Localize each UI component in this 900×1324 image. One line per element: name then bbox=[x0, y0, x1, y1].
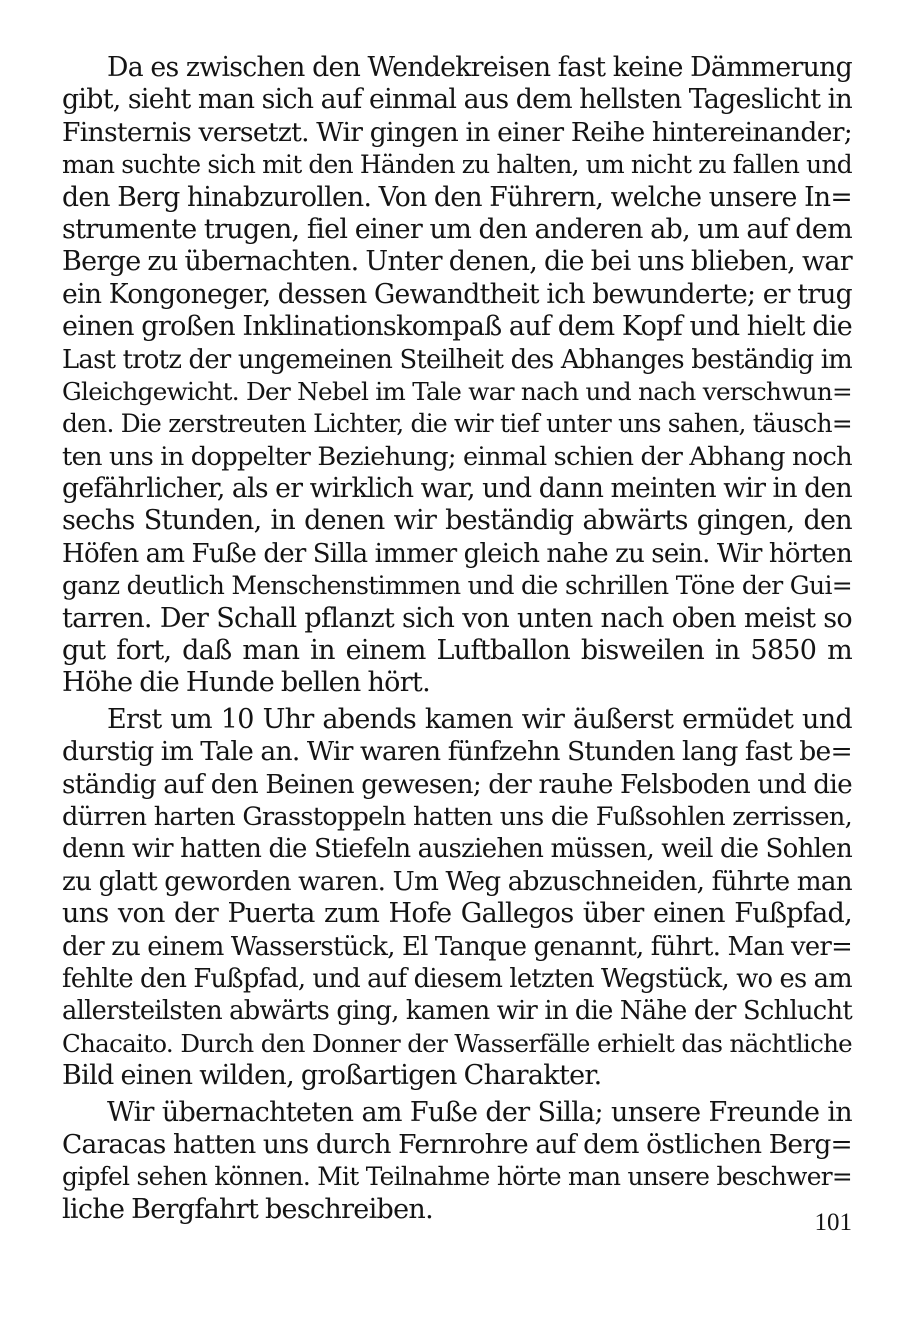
text-line: Caracas hatten uns durch Fernrohre auf dem östlichen Berg= bbox=[62, 1128, 852, 1160]
text-line: gefährlicher, als er wirklich war, und dann meinten wir in den bbox=[62, 473, 852, 505]
text-line: Finsternis versetzt. Wir gingen in einer Reihe hintereinander; bbox=[62, 116, 852, 148]
paragraph-2 bbox=[62, 704, 852, 1093]
text-line: Wir übernachteten am Fuße der Silla; unsere Freunde in bbox=[107, 1096, 852, 1128]
text-line: sechs Stunden, in denen wir beständig abwärts gingen, den bbox=[62, 505, 852, 537]
text-line: ganz deutlich Menschenstimmen und die schrillen Töne der Gui= bbox=[62, 571, 852, 601]
text-line: ein Kongoneger, dessen Gewandtheit ich bewunderte; er trug bbox=[62, 278, 852, 310]
paragraph-1 bbox=[62, 52, 852, 700]
text-line: gipfel sehen können. Mit Teilnahme hörte man unsere beschwer= bbox=[62, 1162, 852, 1192]
text-line: Höhe die Hunde bellen hört. bbox=[62, 667, 430, 699]
text-line: Chacaito. Durch den Donner der Wasserfälle erhielt das nächtliche bbox=[62, 1028, 852, 1058]
text-line: den Berg hinabzurollen. Von den Führern, welche unsere In= bbox=[62, 181, 852, 213]
text-line: Da es zwischen den Wendekreisen fast keine Dämmerung bbox=[107, 52, 852, 83]
text-line: Berge zu übernachten. Unter denen, die bei uns blieben, war bbox=[62, 246, 852, 278]
text-line: tarren. Der Schall pflanzt sich von unten nach oben meist so bbox=[62, 602, 852, 634]
text-line: uns von der Puerta zum Hofe Gallegos über einen Fußpfad, bbox=[62, 898, 852, 930]
text-line: fehlte den Fußpfad, und auf diesem letzten Wegstück, wo es am bbox=[62, 963, 852, 994]
text-line: Bild einen wilden, großartigen Charakter. bbox=[62, 1060, 602, 1092]
text-line: allersteilsten abwärts ging, kamen wir in die Nähe der Schlucht bbox=[62, 996, 852, 1027]
text-line: gibt, sieht man sich auf einmal aus dem hellsten Tageslicht in bbox=[62, 84, 852, 116]
text-line: man suchte sich mit den Händen zu halten, um nicht zu fallen und bbox=[62, 150, 852, 180]
text-line: ständig auf den Beinen gewesen; der rauhe Felsboden und die bbox=[62, 769, 852, 800]
text-line: denn wir hatten die Stiefeln ausziehen müssen, weil die Sohlen bbox=[62, 834, 852, 865]
page-number: 101 bbox=[814, 1209, 852, 1236]
book-page bbox=[62, 52, 852, 1252]
text-line: der zu einem Wasserstück, El Tanque genannt, führt. Man ver= bbox=[62, 931, 852, 962]
text-line: zu glatt geworden waren. Um Weg abzuschneiden, führte man bbox=[62, 866, 852, 897]
text-line: einen großen Inklinationskompaß auf dem Kopf und hielt die bbox=[62, 311, 852, 343]
text-line: Gleichgewicht. Der Nebel im Tale war nach und nach verschwun= bbox=[62, 376, 852, 406]
text-line: dürren harten Grasstoppeln hatten uns die Fußsohlen zerrissen, bbox=[62, 801, 852, 832]
text-line: durstig im Tale an. Wir waren fünfzehn Stunden lang fast be= bbox=[62, 736, 852, 768]
text-line: strumente trugen, fiel einer um den anderen ab, um auf dem bbox=[62, 213, 852, 245]
text-line: liche Bergfahrt beschreiben. bbox=[62, 1193, 433, 1225]
text-line: Erst um 10 Uhr abends kamen wir äußerst ermüdet und bbox=[107, 703, 852, 735]
paragraph-3 bbox=[62, 1097, 852, 1227]
text-line: den. Die zerstreuten Lichter, die wir tief unter uns sahen, täusch= bbox=[62, 409, 852, 439]
text-line: Last trotz der ungemeinen Steilheit des Abhanges beständig im bbox=[62, 344, 852, 375]
text-line: ten uns in doppelter Beziehung; einmal schien der Abhang noch bbox=[62, 441, 852, 472]
text-line: Höfen am Fuße der Silla immer gleich nahe zu sein. Wir hörten bbox=[62, 538, 852, 569]
text-line: gut fort, daß man in einem Luftballon bisweilen in 5850 m bbox=[62, 635, 852, 667]
